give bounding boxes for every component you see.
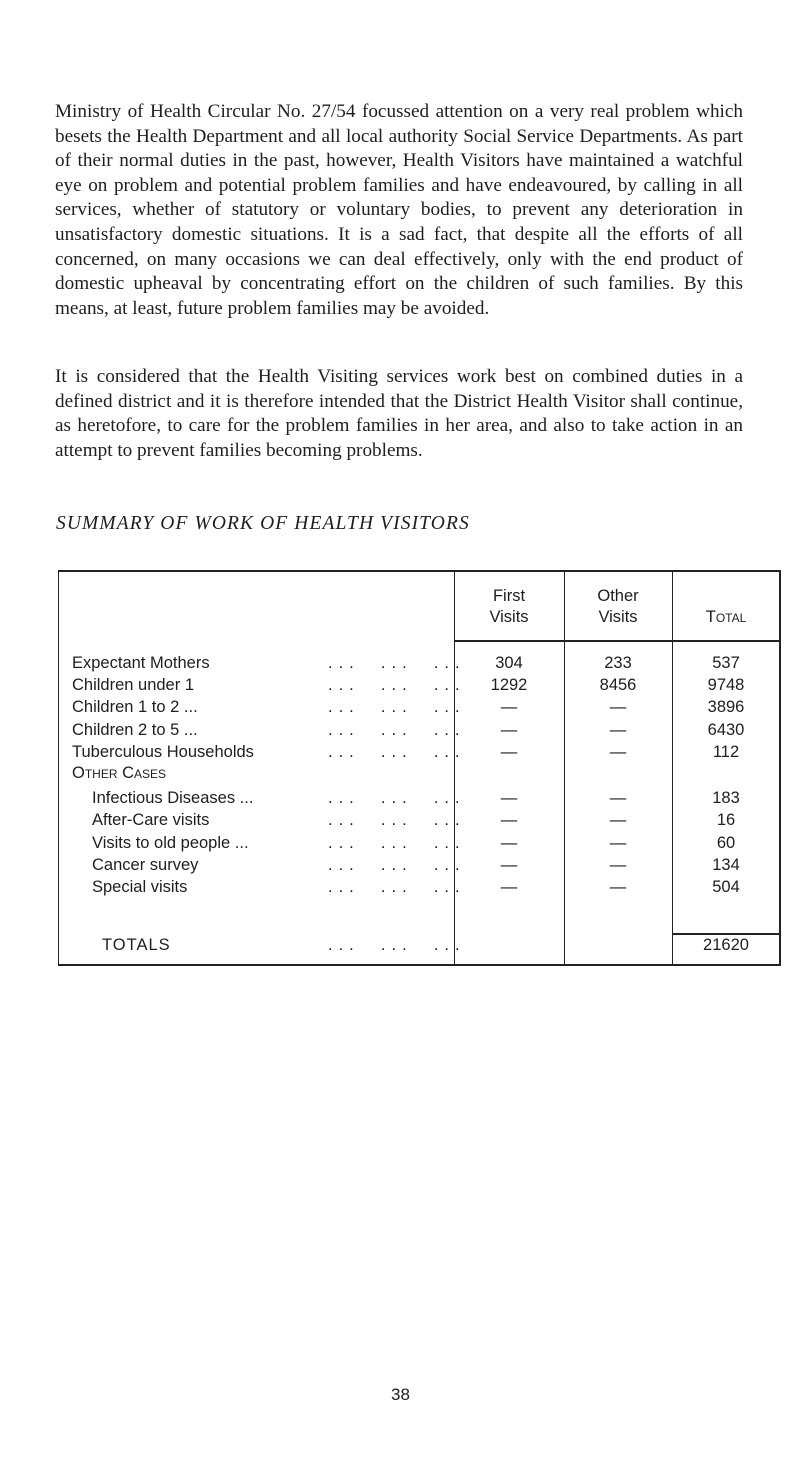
totals-row: TOTALS ... ... ... 21620 — [102, 936, 749, 954]
table-row: Children 1 to 2 ... ... ... ... — — 3896 — [72, 698, 745, 716]
table-row: Visits to old people ... ... ... ... — — 60 — [92, 834, 736, 852]
other-cases-heading: Other Cases — [72, 764, 167, 782]
table-row: Cancer survey ... ... ... — — 134 — [92, 856, 740, 874]
header-bottom-rule — [454, 640, 781, 642]
header-first-visits: First Visits — [489, 587, 529, 626]
header-other-visits: Other Visits — [597, 587, 639, 626]
table-row: After-Care visits ... ... ... — — 16 — [92, 811, 736, 829]
page-number: 38 — [391, 1385, 410, 1404]
table-row: Children under 1 ... ... ... 1292 8456 9748 — [72, 676, 745, 694]
table-row: Tuberculous Households ... ... ... — — 112 — [72, 743, 740, 761]
table-row: Special visits ... ... ... — — 504 — [92, 878, 740, 896]
paragraph-health-visiting: It is considered that the Health Visiting services work best on combined duties in a defined district and it is therefore intended that the District Health Visitor shall continue, as heretofore, to care for the problem families in her area, and also to take action in an attempt to prevent families becoming problems. — [55, 366, 743, 461]
summary-table — [58, 570, 781, 966]
table-row: Infectious Diseases ... ... ... ... — — 183 — [92, 789, 740, 807]
table-row: Children 2 to 5 ... ... ... ... — — 6430 — [72, 721, 745, 739]
header-total: Total — [705, 608, 747, 626]
table-row: Expectant Mothers ... ... ... 304 233 537 — [72, 654, 740, 672]
table-title: SUMMARY OF WORK OF HEALTH VISITORS — [56, 513, 470, 534]
paragraph-circular: Ministry of Health Circular No. 27/54 focussed attention on a very real problem which besets the Health Department and all local authority Social Service Departments. As part of their normal duties in the past, however, Health Visitors have maintained a watchful eye on problem and potential problem families and have endeavoured, by calling in all services, whether of statutory or voluntary bodies, to prevent any deterioration in unsatisfactory domestic situations. It is a sad fact, that despite all the efforts of all concerned, on many occasions we can deal effectively, only with the end product of domestic upheaval by concentrating effort on the children of such families. By this means, at least, future problem families may be avoided. — [55, 101, 743, 319]
